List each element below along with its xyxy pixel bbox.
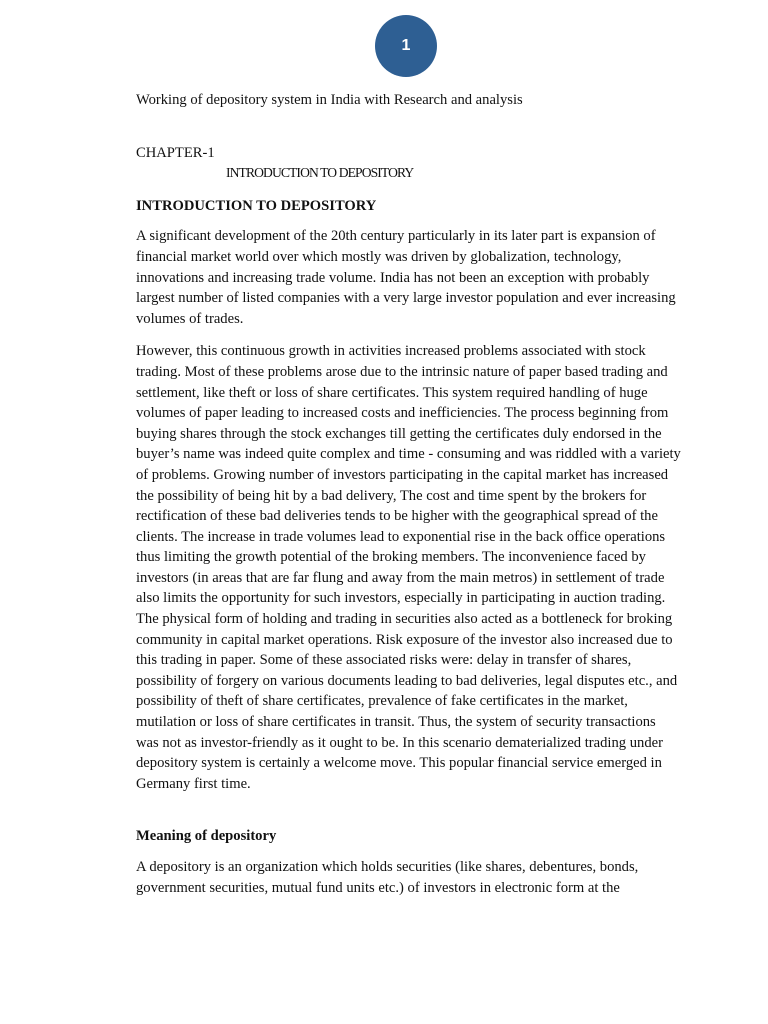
paragraph-meaning: A depository is an organization which holds securities (like shares, debentures, bonds, government securities, mutual fund units etc.) of investors in electronic form at the bbox=[136, 859, 639, 896]
chapter-title: INTRODUCTION TO DEPOSITORY bbox=[226, 165, 414, 181]
document-title: Working of depository system in India with Research and analysis bbox=[136, 92, 523, 108]
paragraph-intro: A significant development of the 20th century particularly in its later part is expansion of financial market world over which mostly was driven by globalization, technology, innovations and increasing trade volume. India has not been an exception with probably largest number of listed companies with a very large investor population and ever increasing volumes of trades. bbox=[136, 228, 676, 327]
page-content bbox=[136, 90, 681, 898]
section-heading: INTRODUCTION TO DEPOSITORY bbox=[136, 197, 377, 214]
meaning-heading: Meaning of depository bbox=[136, 828, 277, 845]
chapter-label: CHAPTER-1 bbox=[136, 144, 215, 161]
page-number-badge: 1 bbox=[375, 15, 437, 77]
paragraph-problems: However, this continuous growth in activities increased problems associated with stock trading. Most of these problems arose due to the intrinsic nature of paper based trading and settlement, like theft or loss of share certificates. This system required handling of huge volumes of paper leading to increased costs and inefficiencies. The process beginning from buying shares through the stock exchanges till getting the certificates duly endorsed in the buyer’s name was indeed quite complex and time - consuming and was riddled with a variety of problems. Growing number of investors participating in the capital market has increased the possibility of being hit by a bad delivery, The cost and time spent by the brokers for rectification of these bad deliveries tends to be higher with the geographical spread of the clients. The increase in trade volumes lead to exponential rise in the back office operations thus limiting the growth potential of the broking members. The inconvenience faced by investors (in areas that are far flung and away from the main metros) in settlement of trade also limits the opportunity for such investors, especially in participating in auction trading. The physical form of holding and trading in securities also acted as a bottleneck for broking community in capital market operations. Risk exposure of the investor also increased due to this trading in paper. Some of these associated risks were: delay in transfer of shares, possibility of forgery on various documents leading to bad deliveries, legal disputes etc., and possibility of theft of share certificates, prevalence of fake certificates in the market, mutilation or loss of share certificates in transit. Thus, the system of security transactions was not as investor-friendly as it ought to be. In this scenario dematerialized trading under depository system is certainly a welcome move. This popular financial service emerged in Germany first time. bbox=[136, 343, 681, 792]
